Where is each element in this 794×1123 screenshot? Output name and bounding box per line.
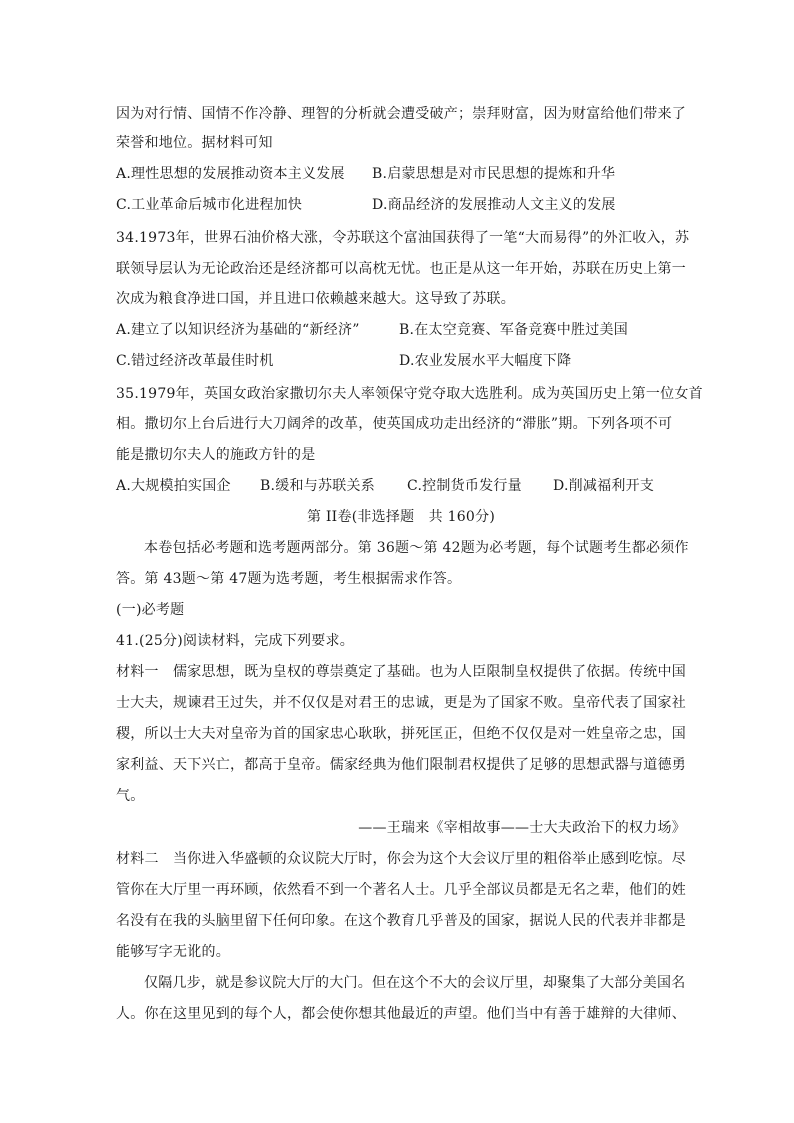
part2-title: 第 II卷(非选择题 共 160分): [306, 509, 496, 525]
required-section-label: (一)必考题: [116, 602, 185, 618]
q35-option-a[interactable]: A.大规模拍实国企: [116, 478, 231, 494]
q34-text-line: 次成为粮食净进口国，并且进口依赖越来越大。这导致了苏联。: [116, 291, 515, 307]
q33-option-c[interactable]: C.工业革命后城市化进程加快: [116, 197, 303, 213]
q34-option-d[interactable]: D.农业发展水平大幅度下降: [399, 353, 572, 369]
q35-text-line: 能是撒切尔夫人的施政方针的是: [116, 447, 316, 463]
q35-text-line: 相。撒切尔上台后进行大刀阔斧的改革，使英国成功走出经济的“滞胀”期。下列各项不可: [116, 416, 673, 432]
material-1-line: 家利益、天下兴亡，都高于皇帝。儒家经典为他们限制君权提供了足够的思想武器与道德勇: [116, 757, 686, 773]
material-2-line: 仅隔几步，就是参议院大厅的大门。但在这个不大的会议厅里，却聚集了大部分美国名: [144, 975, 686, 991]
material-1-line: 士大夫，规谏君王过失，并不仅仅是对君王的忠诚，更是为了国家不败。皇帝代表了国家社: [116, 695, 686, 711]
q33-options-row: [116, 164, 686, 184]
q33-options-row: [116, 195, 686, 215]
q35-option-d[interactable]: D.削减福利开支: [553, 478, 655, 494]
material-2-line: 管你在大厅里一再环顾，依然看不到一个著名人士。几乎全部议员都是无名之辈，他们的姓: [116, 882, 686, 898]
q34-option-a[interactable]: A.建立了以知识经济为基础的“新经济”: [116, 322, 360, 338]
material-2-line: 材料二 当你进入华盛顿的众议院大厅时，你会为这个大会议厅里的粗俗举止感到吃惊。尽: [116, 851, 686, 867]
q33-option-d[interactable]: D.商品经济的发展推动人文主义的发展: [372, 197, 616, 213]
q35-text-line: 35.1979年，英国女政治家撒切尔夫人率领保守党夺取大选胜利。成为英国历史上第一位女首: [116, 386, 703, 402]
material-1-line: 稷，所以士大夫对皇帝为首的国家忠心耿耿，拼死匡正，但绝不仅仅是对一姓皇帝之忠，国: [116, 726, 686, 742]
q34-text-line: 34.1973年，世界石油价格大涨，令苏联这个富油国获得了一笔“大而易得”的外汇收入，苏: [116, 230, 690, 246]
q33-text-line: 荣誉和地位。据材料可知: [116, 135, 273, 151]
q34-option-b[interactable]: B.在太空竞赛、军备竞赛中胜过美国: [399, 322, 628, 338]
material-2-line: 人。你在这里见到的每个人，都会使你想其他最近的声望。他们当中有善于雄辩的大律师、: [116, 1006, 686, 1022]
part2-intro-line: 答。第 43题～第 47题为选考题，考生根据需求作答。: [116, 571, 462, 587]
q35-option-b[interactable]: B.缓和与苏联关系: [260, 478, 375, 494]
q34-options-row: [116, 320, 686, 340]
q34-text-line: 联领导层认为无论政治还是经济都可以高枕无忧。也正是从这一年开始，苏联在历史上第一: [116, 261, 686, 277]
q33-option-a[interactable]: A.理性思想的发展推动资本主义发展: [116, 166, 345, 182]
q41-stem: 41.(25分)阅读材料，完成下列要求。: [116, 633, 355, 649]
material-1-source: ——王瑞来《宰相故事——士大夫政治下的权力场》: [358, 820, 686, 836]
material-2-line: 名没有在我的头脑里留下任何印象。在这个教育几乎普及的国家，据说人民的代表并非都是: [116, 913, 686, 929]
material-2-line: 能够写字无讹的。: [116, 944, 230, 960]
q35-options-row: [116, 476, 686, 496]
q33-text-line: 因为对行情、国情不作冷静、理智的分析就会遭受破产；崇拜财富，因为财富给他们带来了: [116, 106, 686, 122]
q34-option-c[interactable]: C.错过经济改革最佳时机: [116, 353, 274, 369]
material-1-line: 气。: [116, 788, 145, 804]
part2-intro-line: 本卷包括必考题和选考题两部分。第 36题～第 42题为必考题，每个试题考生都必须作: [144, 540, 689, 556]
material-1-line: 材料一 儒家思想，既为皇权的尊崇奠定了基础。也为人臣限制皇权提供了依据。传统中国: [116, 664, 686, 680]
q35-option-c[interactable]: C.控制货币发行量: [407, 478, 522, 494]
q33-option-b[interactable]: B.启蒙思想是对市民思想的提炼和升华: [372, 166, 616, 182]
q34-options-row: [116, 351, 686, 371]
